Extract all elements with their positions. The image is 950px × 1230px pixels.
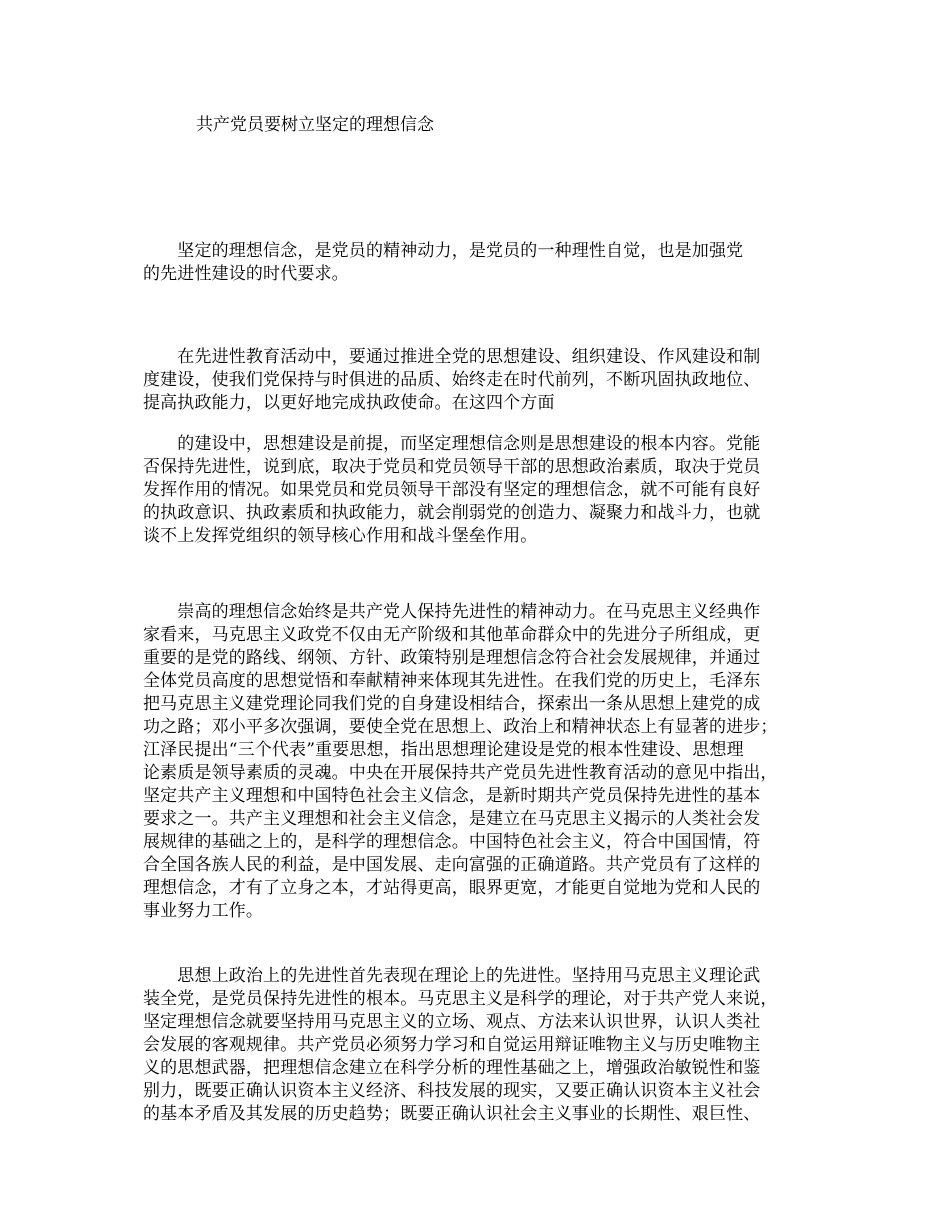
paragraph-line: 论素质是领导素质的灵魂。中央在开展保持共产党员先进性教育活动的意见中指出，	[143, 763, 778, 783]
paragraph-line: 义的思想武器，把理想信念建立在科学分析的理性基础之上，增强政治敏锐性和鉴	[143, 1058, 761, 1078]
paragraph-line: 的执政意识、执政素质和执政能力，就会削弱党的创造力、凝聚力和战斗力，也就	[143, 503, 761, 523]
paragraph-line: 的先进性建设的时代要求。	[143, 264, 349, 284]
paragraph-line: 全体党员高度的思想觉悟和奉献精神来体现其先进性。在我们党的历史上，毛泽东	[143, 671, 761, 691]
paragraph-line: 功之路；邓小平多次强调，要使全党在思想上、政治上和精神状态上有显著的进步；	[143, 717, 778, 737]
paragraph-line: 把马克思主义建党理论同我们党的自身建设相结合，探索出一条从思想上建党的成	[143, 694, 761, 714]
paragraph-line: 的基本矛盾及其发展的历史趋势；既要正确认识社会主义事业的长期性、艰巨性、	[143, 1104, 761, 1124]
paragraph-line: 装全党，是党员保持先进性的根本。马克思主义是科学的理论，对于共产党人来说，	[143, 989, 778, 1009]
paragraph-line: 思想上政治上的先进性首先表现在理论上的先进性。坚持用马克思主义理论武	[143, 966, 761, 986]
paragraph-line: 别力，既要正确认识资本主义经济、科技发展的现实，又要正确认识资本主义社会	[143, 1081, 761, 1101]
paragraph-5	[143, 965, 817, 1126]
paragraph-line: 度建设，使我们党保持与时俱进的品质、始终走在时代前列，不断巩固执政地位、	[143, 370, 761, 390]
paragraph-line: 谈不上发挥党组织的领导核心作用和战斗堡垒作用。	[143, 526, 538, 546]
paragraph-line: 坚定共产主义理想和中国特色社会主义信念，是新时期共产党员保持先进性的基本	[143, 786, 761, 806]
paragraph-line: 在先进性教育活动中，要通过推进全党的思想建设、组织建设、作风建设和制	[143, 347, 761, 367]
paragraph-4	[143, 601, 817, 923]
paragraph-line: 江泽民提出“三个代表”重要思想，指出思想理论建设是党的根本性建设、思想理	[143, 740, 744, 760]
paragraph-line: 事业努力工作。	[143, 901, 264, 921]
paragraph-2	[143, 346, 817, 415]
paragraph-line: 重要的是党的路线、纲领、方针、政策特别是理想信念符合社会发展规律，并通过	[143, 648, 761, 668]
paragraph-line: 会发展的客观规律。共产党员必须努力学习和自觉运用辩证唯物主义与历史唯物主	[143, 1035, 761, 1055]
paragraph-line: 展规律的基础之上的，是科学的理想信念。中国特色社会主义，符合中国国情，符	[143, 832, 761, 852]
paragraph-line: 提高执政能力，以更好地完成执政使命。在这四个方面	[143, 393, 555, 413]
paragraph-line: 理想信念，才有了立身之本，才站得更高，眼界更宽，才能更自觉地为党和人民的	[143, 878, 761, 898]
paragraph-line: 家看来，马克思主义政党不仅由无产阶级和其他革命群众中的先进分子所组成，更	[143, 625, 761, 645]
paragraph-line: 要求之一。共产主义理想和社会主义信念，是建立在马克思主义揭示的人类社会发	[143, 809, 761, 829]
paragraph-1	[143, 240, 817, 286]
paragraph-line: 坚定的理想信念，是党员的精神动力，是党员的一种理性自觉，也是加强党	[143, 241, 744, 261]
paragraph-line: 发挥作用的情况。如果党员和党员领导干部没有坚定的理想信念，就不可能有良好	[143, 480, 761, 500]
paragraph-line: 否保持先进性，说到底，取决于党员和党员领导干部的思想政治素质，取决于党员	[143, 457, 761, 477]
paragraph-line: 的建设中，思想建设是前提，而坚定理想信念则是思想建设的根本内容。党能	[143, 434, 761, 454]
paragraph-line: 崇高的理想信念始终是共产党人保持先进性的精神动力。在马克思主义经典作	[143, 602, 761, 622]
paragraph-3	[143, 433, 817, 548]
document-title: 共产党员要树立坚定的理想信念	[196, 115, 434, 135]
paragraph-line: 坚定理想信念就要坚持用马克思主义的立场、观点、方法来认识世界，认识人类社	[143, 1012, 761, 1032]
paragraph-line: 合全国各族人民的利益，是中国发展、走向富强的正确道路。共产党员有了这样的	[143, 855, 761, 875]
